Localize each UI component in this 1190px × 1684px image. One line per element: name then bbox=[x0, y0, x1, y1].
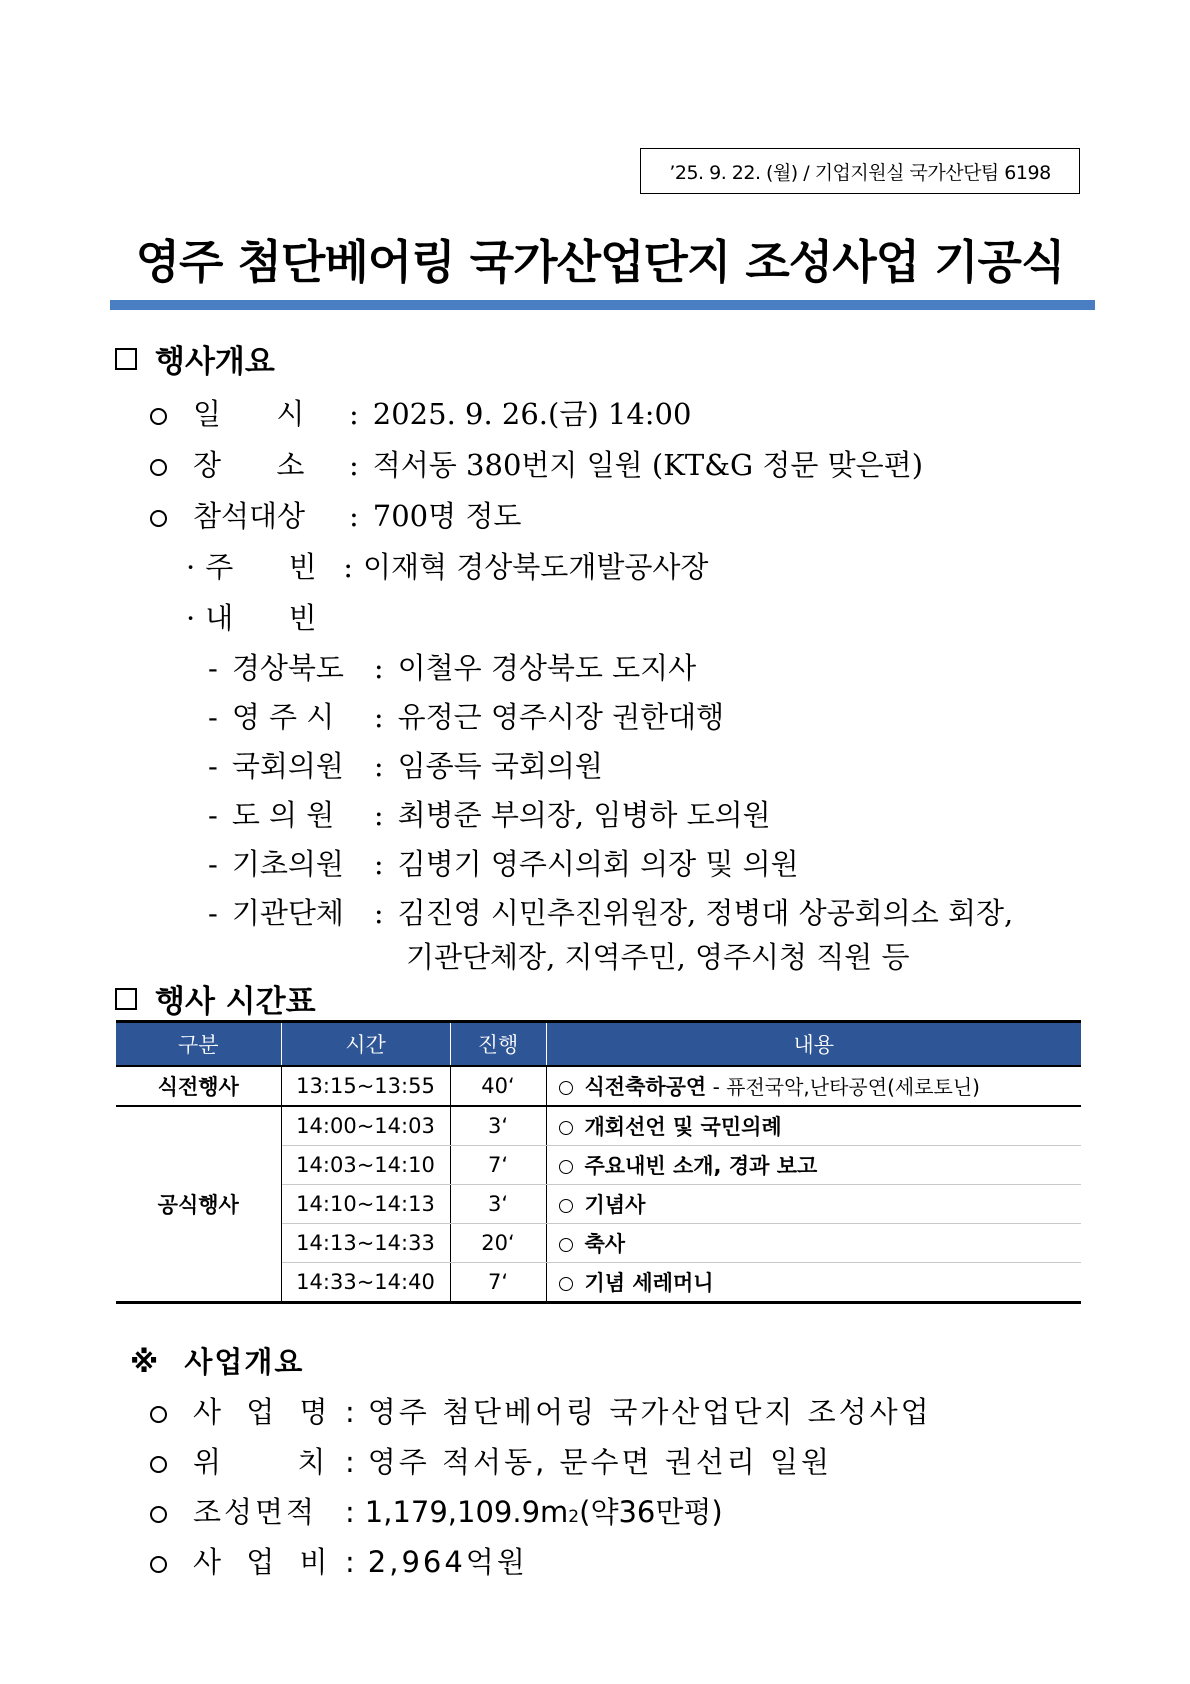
circle-bullet-icon bbox=[559, 1121, 573, 1135]
time-cell: 14:03~14:10 bbox=[281, 1146, 450, 1185]
circle-bullet-icon bbox=[559, 1277, 573, 1291]
circle-bullet-icon bbox=[559, 1160, 573, 1174]
circle-bullet-icon bbox=[150, 459, 167, 476]
guest-label: 국회의원 bbox=[231, 749, 344, 783]
table-row bbox=[116, 1106, 1081, 1146]
time-cell: 14:13~14:33 bbox=[281, 1224, 450, 1263]
item-label: 일 시 bbox=[193, 397, 305, 431]
item-value: 영주 첨단베어링 국가산업단지 조성사업 bbox=[367, 1395, 932, 1429]
table-row bbox=[116, 1066, 1081, 1106]
overview-item-attendees: 참석대상 : 700명 정도 bbox=[150, 494, 521, 535]
content-text: 식전축하공연 bbox=[584, 1075, 707, 1099]
guest-value: 유정근 영주시장 권한대행 bbox=[397, 700, 725, 734]
title-underline bbox=[110, 300, 1095, 310]
duration-cell: 3‘ bbox=[450, 1106, 546, 1146]
item-value: 2,964억원 bbox=[367, 1545, 528, 1579]
guest-row: - 기초의원 : 김병기 영주시의회 의장 및 의원 bbox=[208, 842, 799, 883]
content-text: 주요내빈 소개, 경과 보고 bbox=[584, 1154, 818, 1178]
time-cell: 14:33~14:40 bbox=[281, 1263, 450, 1303]
item-value: 2025. 9. 26.(금) 14:00 bbox=[372, 397, 692, 431]
circle-bullet-icon bbox=[150, 1406, 167, 1423]
square-bullet-icon bbox=[115, 988, 137, 1010]
content-cell bbox=[546, 1185, 1081, 1224]
main-guest-line: · 주 빈 : 이재혁 경상북도개발공사장 bbox=[186, 545, 708, 586]
guest-value: 임종득 국회의원 bbox=[397, 749, 603, 783]
business-item-area: 조성면적 : 1,179,109.9m 2 (약36만평) bbox=[150, 1490, 723, 1531]
content-cell bbox=[546, 1224, 1081, 1263]
item-value: 700명 정도 bbox=[372, 499, 522, 533]
section-heading-overview bbox=[115, 336, 275, 381]
time-cell: 13:15~13:55 bbox=[281, 1066, 450, 1106]
content-subtext: - 퓨전국악,난타공연(세로토닌) bbox=[706, 1075, 980, 1099]
guest-value: 김병기 영주시의회 의장 및 의원 bbox=[397, 847, 799, 881]
item-label: 사 업 비 bbox=[193, 1545, 336, 1579]
time-cell: 14:10~14:13 bbox=[281, 1185, 450, 1224]
guest-label: 도 의 원 bbox=[231, 798, 335, 832]
business-item-location: 위 치 : 영주 적서동, 문수면 권선리 일원 bbox=[150, 1440, 832, 1481]
item-label: 위 치 bbox=[193, 1445, 329, 1479]
time-cell: 14:00~14:03 bbox=[281, 1106, 450, 1146]
section-heading-schedule bbox=[115, 976, 316, 1021]
item-value: 적서동 380번지 일원 (KT&G 정문 맞은편) bbox=[372, 448, 924, 482]
duration-cell: 20‘ bbox=[450, 1224, 546, 1263]
item-label: 장 소 bbox=[193, 448, 305, 482]
business-overview-heading: ※ 사업개요 bbox=[130, 1345, 305, 1379]
guest-row: - 도 의 원 : 최병준 부의장, 임병하 도의원 bbox=[208, 793, 771, 834]
content-text: 개회선언 및 국민의례 bbox=[584, 1115, 782, 1139]
guest-row: - 기관단체 : 김진영 시민추진위원장, 정병대 상공회의소 회장, bbox=[208, 891, 1013, 932]
circle-bullet-icon bbox=[559, 1081, 573, 1095]
category-cell: 공식행사 bbox=[116, 1106, 281, 1303]
guest-row: - 경상북도 : 이철우 경상북도 도지사 bbox=[208, 646, 696, 687]
circle-bullet-icon bbox=[559, 1199, 573, 1213]
table-header-row bbox=[116, 1022, 1081, 1067]
content-cell bbox=[546, 1106, 1081, 1146]
area-unit-superscript: 2 bbox=[568, 1507, 580, 1527]
duration-cell: 7‘ bbox=[450, 1263, 546, 1303]
category-cell: 식전행사 bbox=[116, 1066, 281, 1106]
circle-bullet-icon bbox=[150, 408, 167, 425]
content-cell bbox=[546, 1263, 1081, 1303]
item-label: 참석대상 bbox=[193, 499, 306, 533]
circle-bullet-icon bbox=[150, 510, 167, 527]
guest-row: - 국회의원 : 임종득 국회의원 bbox=[208, 744, 603, 785]
guest-value: 김진영 시민추진위원장, 정병대 상공회의소 회장, bbox=[397, 896, 1014, 930]
inner-guest-label: 내 빈 bbox=[205, 601, 317, 635]
guest-value: 최병준 부의장, 임병하 도의원 bbox=[397, 798, 771, 832]
content-text: 기념 세레머니 bbox=[584, 1271, 714, 1295]
content-text: 기념사 bbox=[584, 1193, 646, 1217]
guest-label: 경상북도 bbox=[231, 651, 344, 685]
overview-item-place: 장 소 : 적서동 380번지 일원 (KT&G 정문 맞은편) bbox=[150, 443, 923, 484]
section-heading-text: 행사개요 bbox=[155, 344, 275, 380]
item-label: 조성면적 bbox=[193, 1495, 318, 1529]
guest-value: 이철우 경상북도 도지사 bbox=[397, 651, 697, 685]
item-label: 사 업 명 bbox=[193, 1395, 336, 1429]
duration-cell: 7‘ bbox=[450, 1146, 546, 1185]
duration-cell: 3‘ bbox=[450, 1185, 546, 1224]
item-value: 영주 적서동, 문수면 권선리 일원 bbox=[367, 1445, 833, 1479]
guest-label: 기관단체 bbox=[231, 896, 344, 930]
content-cell bbox=[546, 1066, 1081, 1106]
circle-bullet-icon bbox=[150, 1556, 167, 1573]
column-header: 진행 bbox=[450, 1022, 546, 1067]
guest-row: - 영 주 시 : 유정근 영주시장 권한대행 bbox=[208, 695, 724, 736]
section-heading-text: 행사 시간표 bbox=[155, 984, 316, 1020]
guest-continuation-text: 기관단체장, 지역주민, 영주시청 직원 등 bbox=[406, 940, 910, 974]
circle-bullet-icon bbox=[559, 1238, 573, 1252]
document-title: 영주 첨단베어링 국가산업단지 조성사업 기공식 bbox=[135, 235, 1065, 289]
content-cell bbox=[546, 1146, 1081, 1185]
guest-label: 기초의원 bbox=[231, 847, 344, 881]
column-header: 시간 bbox=[281, 1022, 450, 1067]
column-header: 구분 bbox=[116, 1022, 281, 1067]
date-department-tag: ’25. 9. 22. (월) / 기업지원실 국가산단팀 6198 bbox=[640, 148, 1080, 194]
business-item-cost: 사 업 비 : 2,964억원 bbox=[150, 1540, 528, 1581]
square-bullet-icon bbox=[115, 348, 137, 370]
content-text: 축사 bbox=[584, 1232, 626, 1256]
schedule-table bbox=[116, 1020, 1081, 1304]
guest-label: 영 주 시 bbox=[231, 700, 335, 734]
main-guest-label: 주 빈 bbox=[205, 550, 317, 584]
inner-guest-line: · 내 빈 bbox=[186, 596, 317, 637]
duration-cell: 40‘ bbox=[450, 1066, 546, 1106]
column-header: 내용 bbox=[546, 1022, 1081, 1067]
business-item-name: 사 업 명 : 영주 첨단베어링 국가산업단지 조성사업 bbox=[150, 1390, 932, 1431]
guest-continuation bbox=[406, 935, 910, 976]
main-guest-value: 이재혁 경상북도개발공사장 bbox=[363, 550, 709, 584]
item-value-after: (약36만평) bbox=[579, 1495, 723, 1529]
circle-bullet-icon bbox=[150, 1456, 167, 1473]
overview-item-datetime: 일 시 : 2025. 9. 26.(금) 14:00 bbox=[150, 392, 691, 433]
circle-bullet-icon bbox=[150, 1506, 167, 1523]
item-value: 1,179,109.9m bbox=[364, 1495, 569, 1529]
